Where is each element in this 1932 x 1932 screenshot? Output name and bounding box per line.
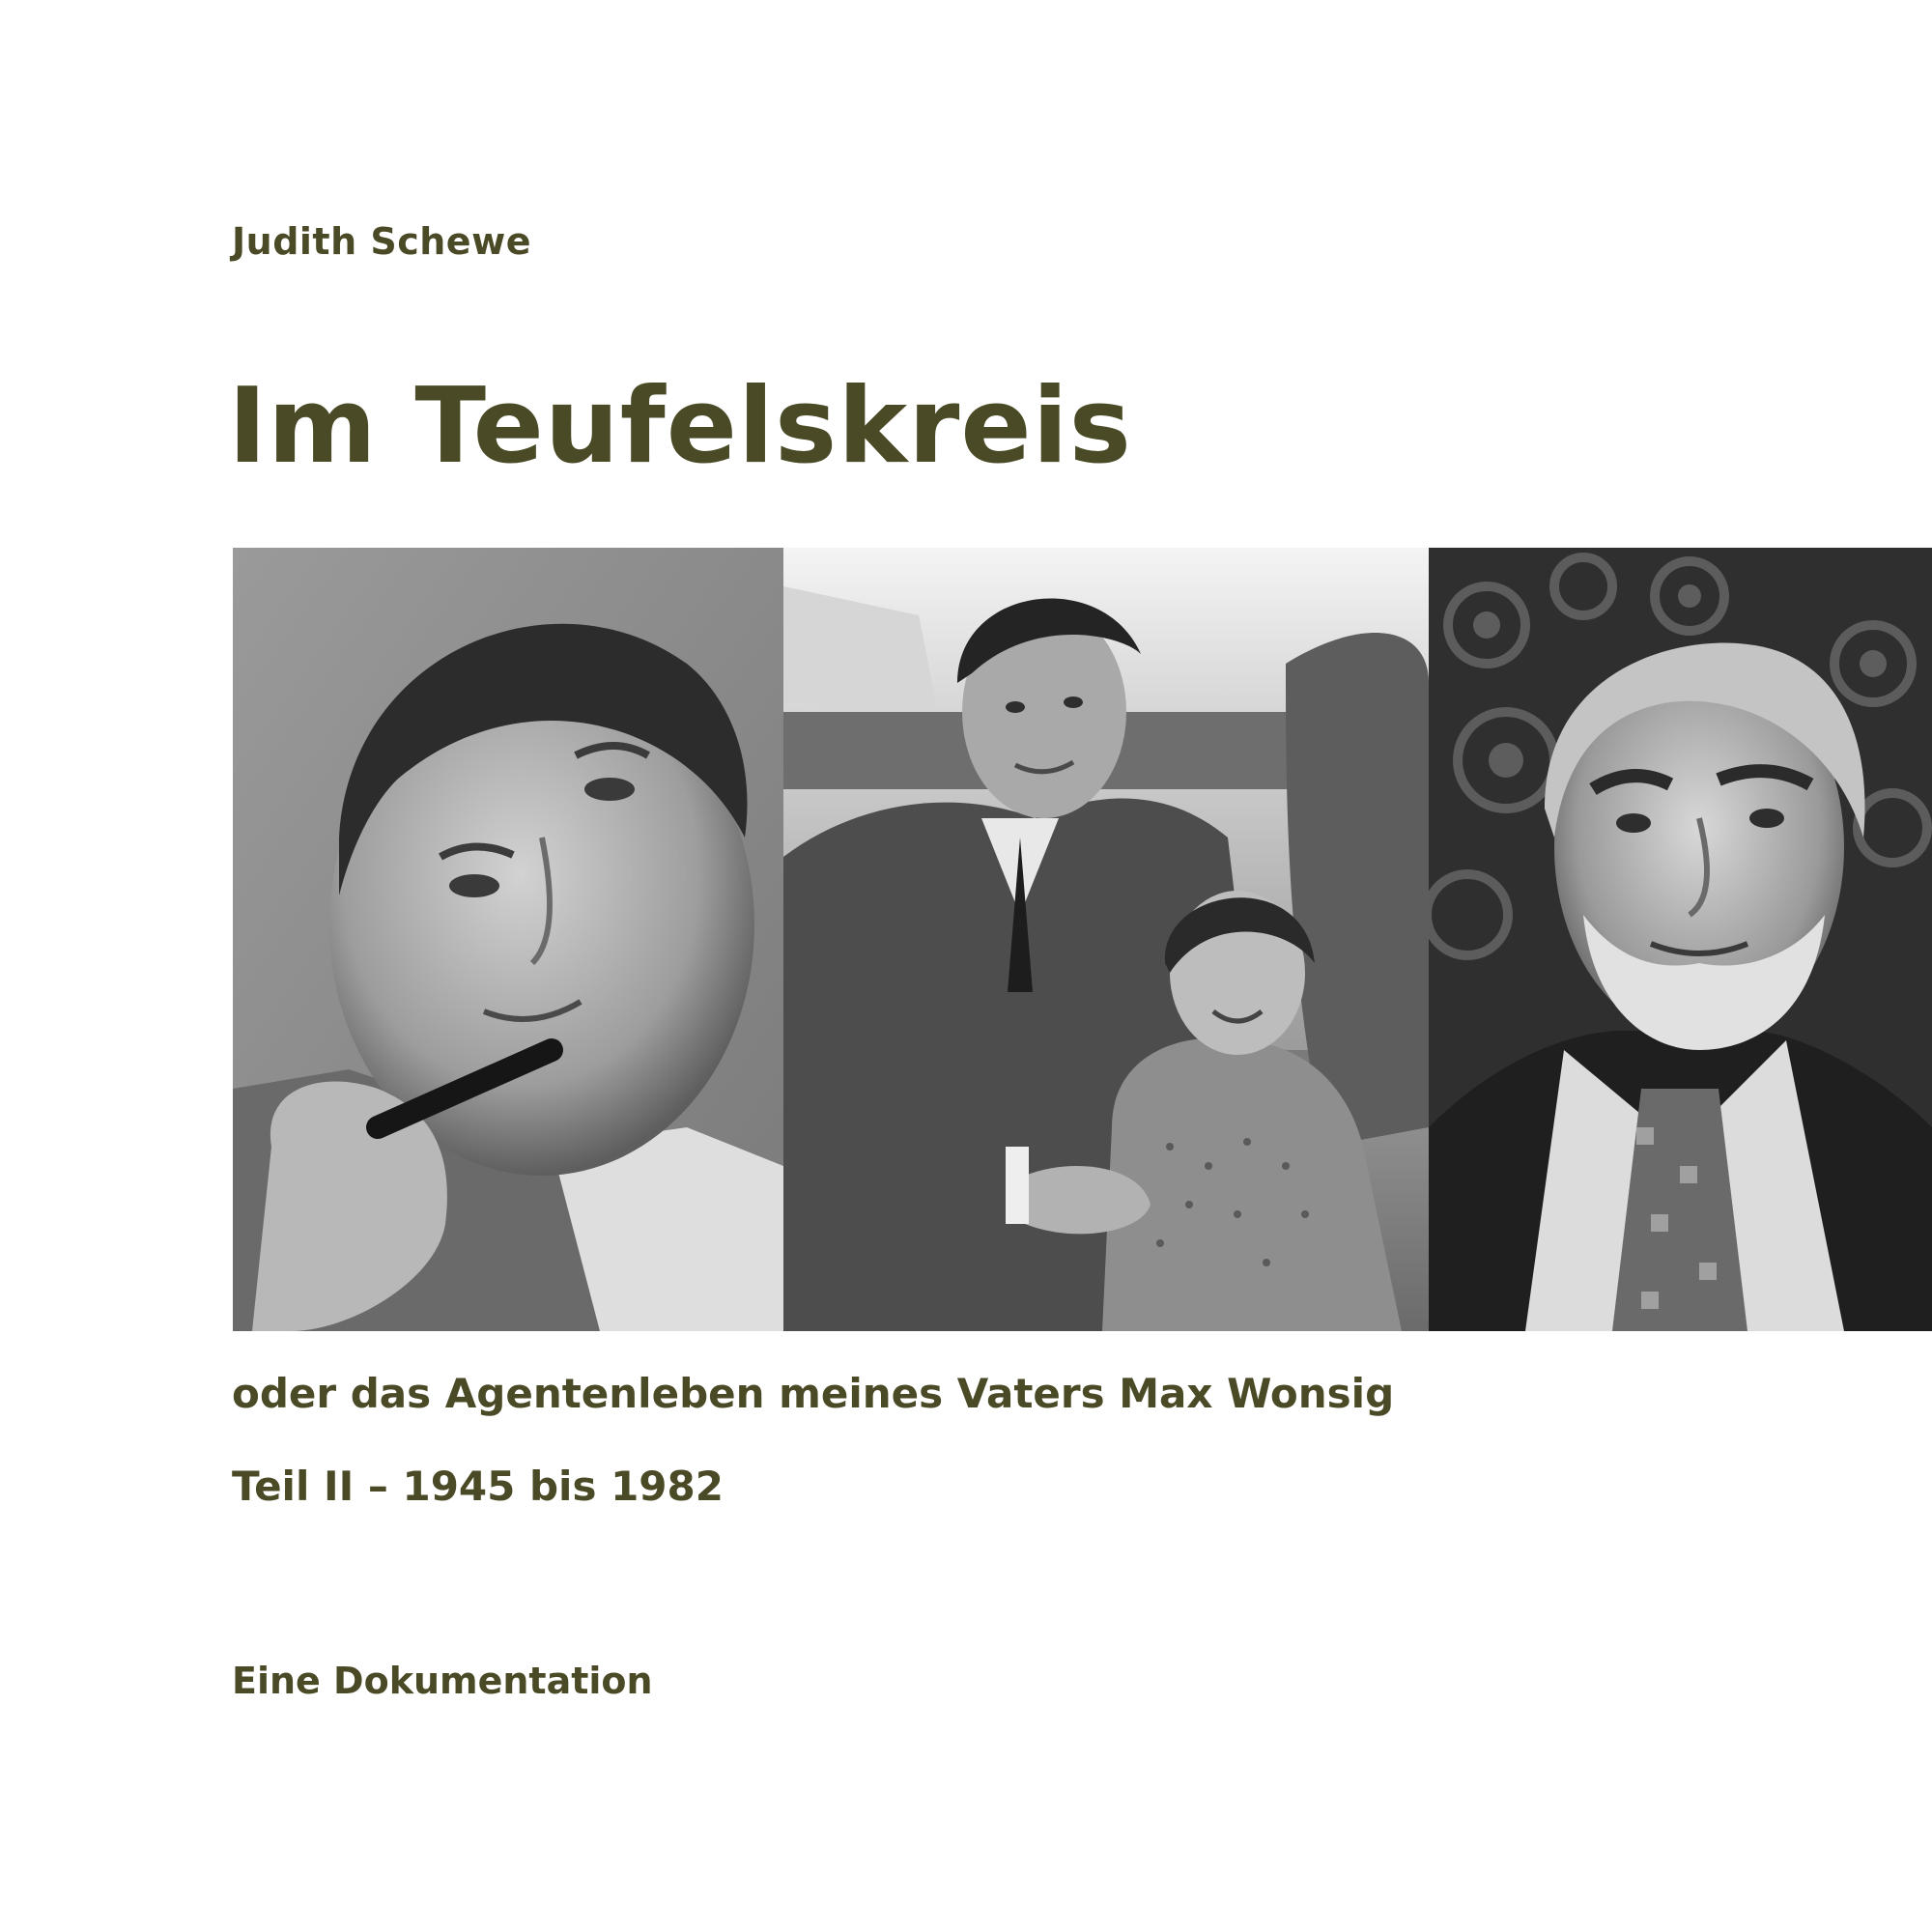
book-part-label: Teil II – 1945 bis 1982	[232, 1463, 724, 1510]
portrait-man-with-pipe-photo	[233, 548, 783, 1331]
man-with-child-photo	[783, 548, 1429, 1331]
portrait-elderly-man-icon	[1429, 548, 1932, 1331]
photo-strip	[233, 548, 1932, 1331]
portrait-man-with-pipe-icon	[233, 548, 783, 1331]
author-name: Judith Schewe	[232, 220, 531, 263]
portrait-elderly-man-photo	[1429, 548, 1932, 1331]
book-subtitle: oder das Agentenleben meines Vaters Max Wonsig	[232, 1370, 1395, 1417]
man-with-child-photo-icon	[783, 548, 1429, 1331]
book-title: Im Teufelskreis	[228, 366, 1132, 487]
book-genre-label: Eine Dokumentation	[232, 1660, 653, 1702]
